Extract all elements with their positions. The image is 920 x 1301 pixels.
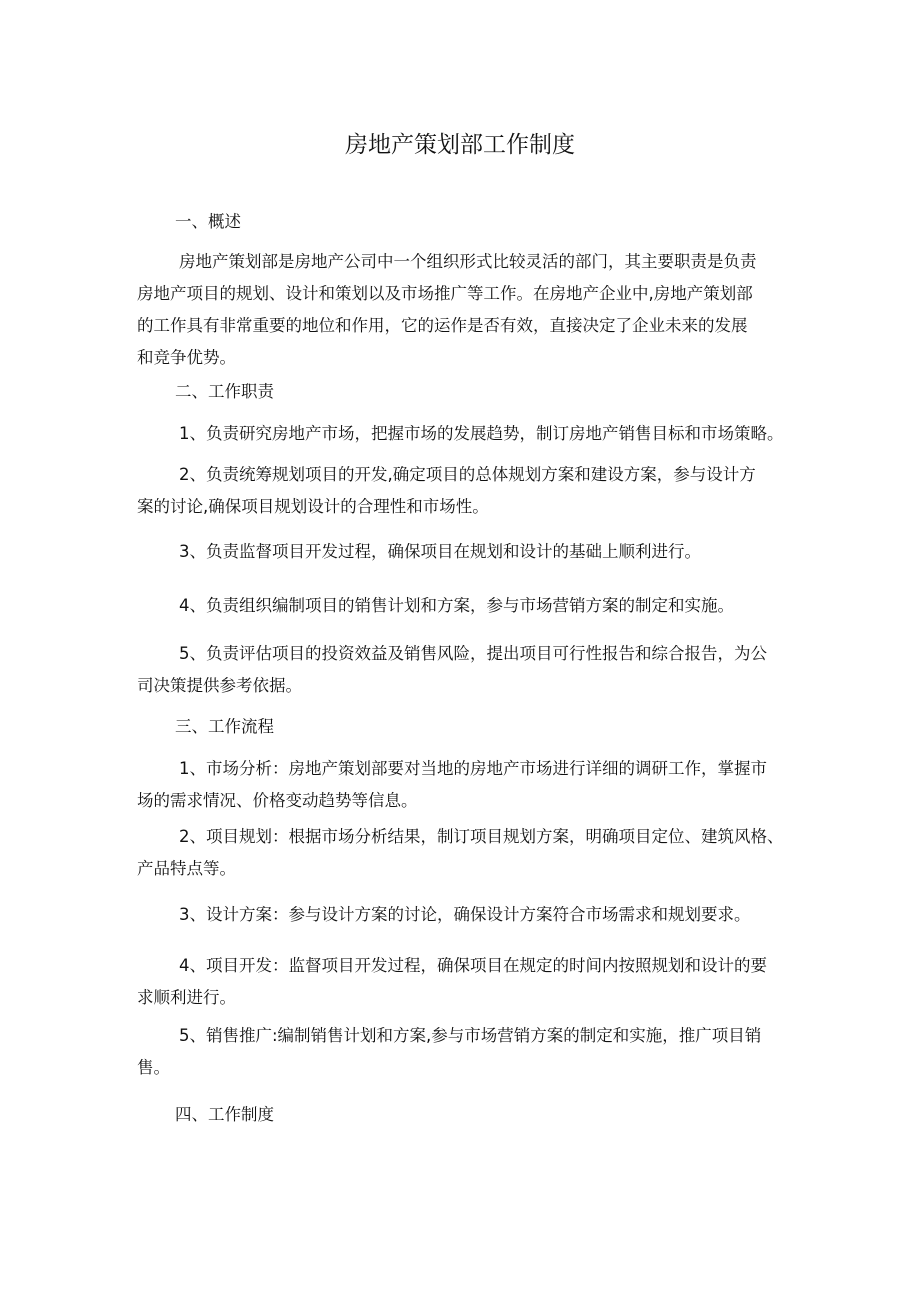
paragraph-line: 和竞争优势。	[137, 348, 236, 367]
duty-item-1	[137, 418, 784, 450]
process-item-3	[137, 899, 781, 931]
list-item-line: 4、负责组织编制项目的销售计划和方案，参与市场营销方案的制定和实施。	[179, 596, 734, 615]
section-heading-text: 一、概述	[175, 212, 241, 231]
duty-item-2	[137, 459, 781, 523]
process-item-2	[137, 821, 784, 885]
paragraph-line: 房地产项目的规划、设计和策划以及市场推广等工作。在房地产企业中,房地产策划部	[137, 284, 753, 303]
duty-item-3	[137, 536, 781, 568]
list-item-line: 3、负责监督项目开发过程，确保项目在规划和设计的基础上顺利进行。	[179, 542, 701, 561]
list-item-line: 司决策提供参考依据。	[137, 676, 302, 695]
list-item-line: 1、负责研究房地产市场，把握市场的发展趋势，制订房地产销售目标和市场策略。	[179, 424, 784, 443]
duty-item-5	[137, 638, 781, 702]
list-item-line: 2、项目规划：根据市场分析结果，制订项目规划方案，明确项目定位、建筑风格、	[179, 827, 784, 846]
list-item-line: 3、设计方案：参与设计方案的讨论，确保设计方案符合市场需求和规划要求。	[179, 905, 751, 924]
section-heading-process	[137, 711, 781, 743]
list-item-line: 案的讨论,确保项目规划设计的合理性和市场性。	[137, 497, 489, 516]
section-heading-text: 二、工作职责	[175, 382, 274, 401]
list-item-line: 1、市场分析：房地产策划部要对当地的房地产市场进行详细的调研工作，掌握市	[179, 759, 767, 778]
section-heading-duties	[137, 376, 781, 408]
list-item-line: 产品特点等。	[137, 859, 236, 878]
duty-item-4	[137, 590, 781, 622]
list-item-line: 2、负责统筹规划项目的开发,确定项目的总体规划方案和建设方案，参与设计方	[179, 465, 756, 484]
section-heading-overview	[137, 206, 781, 238]
process-item-5	[137, 1020, 781, 1084]
list-item-line: 求顺利进行。	[137, 988, 236, 1007]
document-title: 房地产策划部工作制度	[345, 132, 575, 158]
section-heading-text: 三、工作流程	[175, 717, 274, 736]
overview-paragraph	[137, 246, 781, 374]
section-heading-system	[137, 1099, 781, 1131]
list-item-line: 场的需求情况、价格变动趋势等信息。	[137, 791, 418, 810]
list-item-line: 5、销售推广:编制销售计划和方案,参与市场营销方案的制定和实施，推广项目销	[179, 1026, 762, 1045]
list-item-line: 售。	[137, 1058, 170, 1077]
process-item-1	[137, 753, 781, 817]
paragraph-line: 的工作具有非常重要的地位和作用，它的运作是否有效，直接决定了企业未来的发展	[137, 316, 748, 335]
paragraph-line: 房地产策划部是房地产公司中一个组织形式比较灵活的部门，其主要职责是负责	[179, 252, 757, 271]
process-item-4	[137, 950, 781, 1014]
list-item-line: 4、项目开发：监督项目开发过程，确保项目在规定的时间内按照规划和设计的要	[179, 956, 767, 975]
section-heading-text: 四、工作制度	[175, 1105, 274, 1124]
list-item-line: 5、负责评估项目的投资效益及销售风险，提出项目可行性报告和综合报告，为公	[179, 644, 767, 663]
